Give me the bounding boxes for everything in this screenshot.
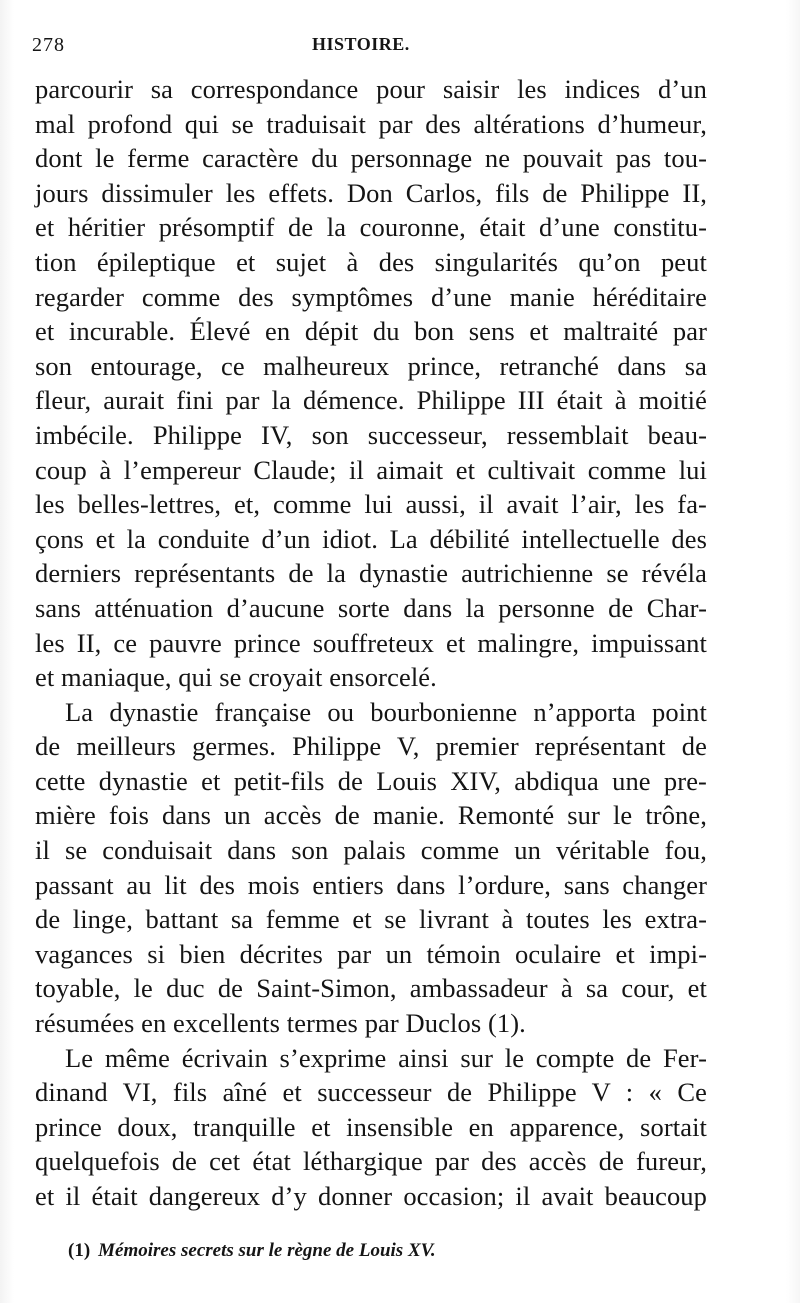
- text-line: prince doux, tranquille et insensible en apparence, sortait: [35, 1111, 707, 1142]
- text-line: son entourage, ce malheureux prince, retranché dans sa: [35, 350, 707, 381]
- text-line: les II, ce pauvre prince souffreteux et malingre, impuissant: [35, 627, 707, 658]
- text-line: et il était dangereux d’y donner occasion; il avait beaucoup: [35, 1181, 707, 1211]
- footnote: [68, 1240, 436, 1262]
- text-line: résumées en excellents termes par Duclos (1).: [35, 1008, 526, 1039]
- running-head: HISTOIRE.: [312, 34, 410, 54]
- text-line: regarder comme des symptômes d’une manie héréditaire: [35, 281, 707, 312]
- paragraph-3: [35, 1041, 707, 1214]
- text-line: La dynastie française ou bourbonienne n’apporta point: [65, 696, 707, 727]
- text-line: coup à l’empereur Claude; il aimait et cultivait comme lui: [35, 454, 707, 485]
- text-line: et héritier présomptif de la couronne, était d’une constitu-: [35, 212, 707, 243]
- text-line: fleur, aurait fini par la démence. Philippe III était à moitié: [35, 385, 707, 416]
- text-line: de linge, battant sa femme et se livrant à toutes les extra-: [35, 904, 707, 935]
- text-line: toyable, le duc de Saint-Simon, ambassadeur à sa cour, et: [35, 973, 707, 1004]
- text-line: çons et la conduite d’un idiot. La débilité intellectuelle des: [35, 523, 707, 554]
- text-line: mal profond qui se traduisait par des altérations d’humeur,: [35, 108, 707, 139]
- text-line: les belles-lettres, et, comme lui aussi, il avait l’air, les fa-: [35, 489, 707, 520]
- text-line: vagances si bien décrites par un témoin oculaire et impi-: [35, 938, 707, 969]
- footnote-text: Mémoires secrets sur le règne de Louis XV.: [98, 1240, 436, 1261]
- text-line: dinand VI, fils aîné et successeur de Philippe V : « Ce: [35, 1077, 707, 1108]
- text-line: et incurable. Élevé en dépit du bon sens et maltraité par: [35, 316, 707, 347]
- page-number: 278: [32, 34, 65, 56]
- text-line: derniers représentants de la dynastie autrichienne se révéla: [35, 558, 707, 589]
- paragraph-2: [35, 695, 707, 1041]
- text-line: quelquefois de cet état léthargique par des accès de fureur,: [35, 1146, 707, 1177]
- footnote-mark: (1): [68, 1240, 91, 1261]
- text-line: dont le ferme caractère du personnage ne pouvait pas tou-: [35, 143, 707, 174]
- text-line: sans atténuation d’aucune sorte dans la personne de Char-: [35, 592, 707, 623]
- text-line: il se conduisait dans son palais comme un véritable fou,: [35, 835, 707, 866]
- paragraph-1: [35, 72, 707, 695]
- text-line: tion épileptique et sujet à des singularités qu’on peut: [35, 246, 707, 277]
- text-line: parcourir sa correspondance pour saisir les indices d’un: [35, 74, 707, 104]
- text-line: Le même écrivain s’exprime ainsi sur le compte de Fer-: [65, 1042, 707, 1073]
- text-line: et maniaque, qui se croyait ensorcelé.: [35, 662, 437, 693]
- text-line: de meilleurs germes. Philippe V, premier représentant de: [35, 731, 707, 762]
- body-text: [35, 72, 707, 1214]
- text-line: jours dissimuler les effets. Don Carlos, fils de Philippe II,: [35, 177, 707, 208]
- text-line: cette dynastie et petit-fils de Louis XIV, abdiqua une pre-: [35, 765, 707, 796]
- text-line: imbécile. Philippe IV, son successeur, ressemblait beau-: [35, 419, 707, 450]
- text-line: passant au lit des mois entiers dans l’ordure, sans changer: [35, 869, 707, 900]
- text-line: mière fois dans un accès de manie. Remonté sur le trône,: [35, 800, 707, 831]
